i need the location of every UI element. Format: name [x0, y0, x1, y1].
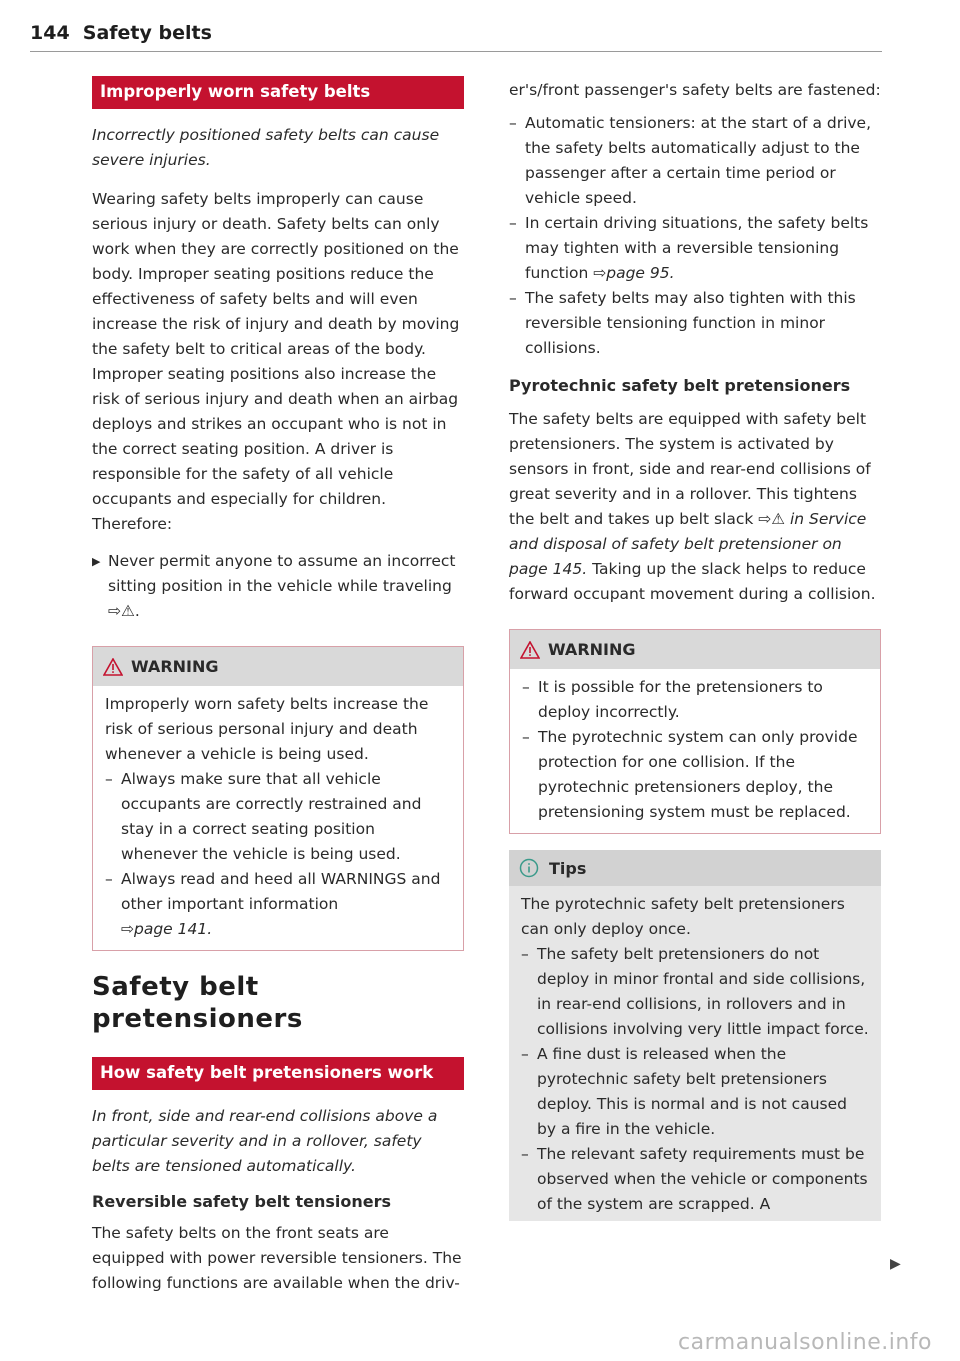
list-item: – A fine dust is released when the pyrotechnic safety belt pretensioners deploy. This is normal and is not caused by a fire in the vehicle. [521, 1042, 869, 1142]
chapter-title: Safety belts [82, 22, 212, 44]
list-item: – Always read and heed all WARNINGS and other important information ⇨page 141. [105, 867, 451, 942]
list-item: – The safety belt pretensioners do not deploy in minor frontal and side collisions, in rear-end collisions, in rollovers and in collisions involving very little impact force. [521, 942, 869, 1042]
continuation-text: er's/front passenger's safety belts are fastened: [509, 81, 881, 99]
header-rule [30, 51, 882, 52]
tips-body [509, 886, 881, 1221]
page-ref-link[interactable]: ⇨page 141. [121, 920, 213, 938]
tips-label: Tips [549, 858, 587, 878]
warning-ref-link[interactable]: ⇨⚠. [108, 602, 140, 620]
warning-body [510, 669, 880, 833]
warning-list [105, 767, 451, 942]
arrow-bullet-icon: ▶ [92, 555, 101, 568]
warning-label: WARNING [548, 640, 636, 659]
tips-header [509, 850, 881, 886]
warning-box [509, 629, 881, 834]
warning-header [510, 630, 880, 669]
continue-arrow-icon: ▶ [890, 1256, 901, 1272]
warning-body [93, 686, 463, 950]
section-intro: In front, side and rear-end collisions above a particular severity and in a rollover, safety belts are tensioned automatically. [92, 1107, 438, 1175]
instruction-text: Never permit anyone to assume an incorrect sitting position in the vehicle while traveling [108, 552, 456, 595]
warning-header [93, 647, 463, 686]
list-item: – The relevant safety requirements must be observed when the vehicle or components of the system are scrapped. A [521, 1142, 869, 1217]
list-item: – Always make sure that all vehicle occupants are correctly restrained and stay in a correct seating position whenever the vehicle is being used. [105, 767, 451, 867]
subheading-pyrotechnic: Pyrotechnic safety belt pretensioners [509, 376, 851, 395]
section-intro: Incorrectly positioned safety belts can cause severe injuries. [92, 126, 440, 169]
page-number: 144 [30, 22, 70, 44]
section-body: The safety belts are equipped with safety belt pretensioners. The system is activated by sensors in front, side and rear-end collisions of great severity and in a rollover. This tightens the belt and takes up belt slack ⇨⚠ in Service and disposal of safety belt pretensioner on page 145. Taking up the slack helps to reduce forward occupant movement during a collision. [509, 410, 876, 603]
section-bar-how-pretensioners-work: How safety belt pretensioners work [92, 1057, 464, 1090]
tips-list [521, 942, 869, 1217]
section-body: The safety belts on the front seats are equipped with power reversible tensioners. The following functions are available when the driv- [92, 1224, 462, 1292]
service-ref-link[interactable]: ⇨⚠ in Service and disposal of safety belt pretensioner on page 145. [509, 510, 867, 578]
list-item: – The pyrotechnic system can only provide protection for one collision. If the pyrotechnic pretensioners deploy, the pretensioning system must be replaced. [522, 725, 868, 825]
watermark: carmanualsonline.info [678, 1330, 932, 1355]
info-icon [519, 858, 539, 878]
list-item: – It is possible for the pretensioners to deploy incorrectly. [522, 675, 868, 725]
section-body: Wearing safety belts improperly can cause serious injury or death. Safety belts can only work when they are correctly positioned on the body. Improper seating positions reduce the effectiveness of safety belts and will even increase the risk of injury and death by moving the safety belt to critical areas of the body. Improper seating positions also increase the risk of serious injury and death when an airbag deploys and strikes an occupant who is not in the correct seating position. A driver is responsible for the safety of all vehicle occupants and especially for children. Therefore: [92, 190, 460, 533]
section-bar-improperly-worn: Improperly worn safety belts [92, 76, 464, 109]
list-item: – Automatic tensioners: at the start of a drive, the safety belts automatically adjust to the passenger after a certain time period or vehicle speed. [509, 111, 881, 211]
list-item: – In certain driving situations, the safety belts may tighten with a reversible tensioning function ⇨page 95. [509, 211, 881, 286]
subheading-reversible: Reversible safety belt tensioners [92, 1192, 392, 1211]
warning-list [522, 675, 868, 825]
instruction-item [92, 549, 464, 624]
tips-intro: The pyrotechnic safety belt pretensioners can only deploy once. [521, 895, 845, 938]
section-heading-pretensioners: Safety belt pretensioners [92, 972, 303, 1034]
page-header [30, 22, 882, 44]
left-column [92, 76, 464, 1296]
warning-box [92, 646, 464, 951]
page-ref-link[interactable]: ⇨page 95. [593, 264, 675, 282]
tensioner-function-list [509, 111, 881, 361]
warning-triangle-icon [103, 658, 123, 676]
tips-box [509, 850, 881, 1221]
right-column [509, 78, 881, 1221]
warning-label: WARNING [131, 657, 219, 676]
warning-triangle-icon [520, 641, 540, 659]
list-item: – The safety belts may also tighten with this reversible tensioning function in minor collisions. [509, 286, 881, 361]
warning-intro: Improperly worn safety belts increase the risk of serious personal injury and death whenever a vehicle is being used. [105, 695, 429, 763]
